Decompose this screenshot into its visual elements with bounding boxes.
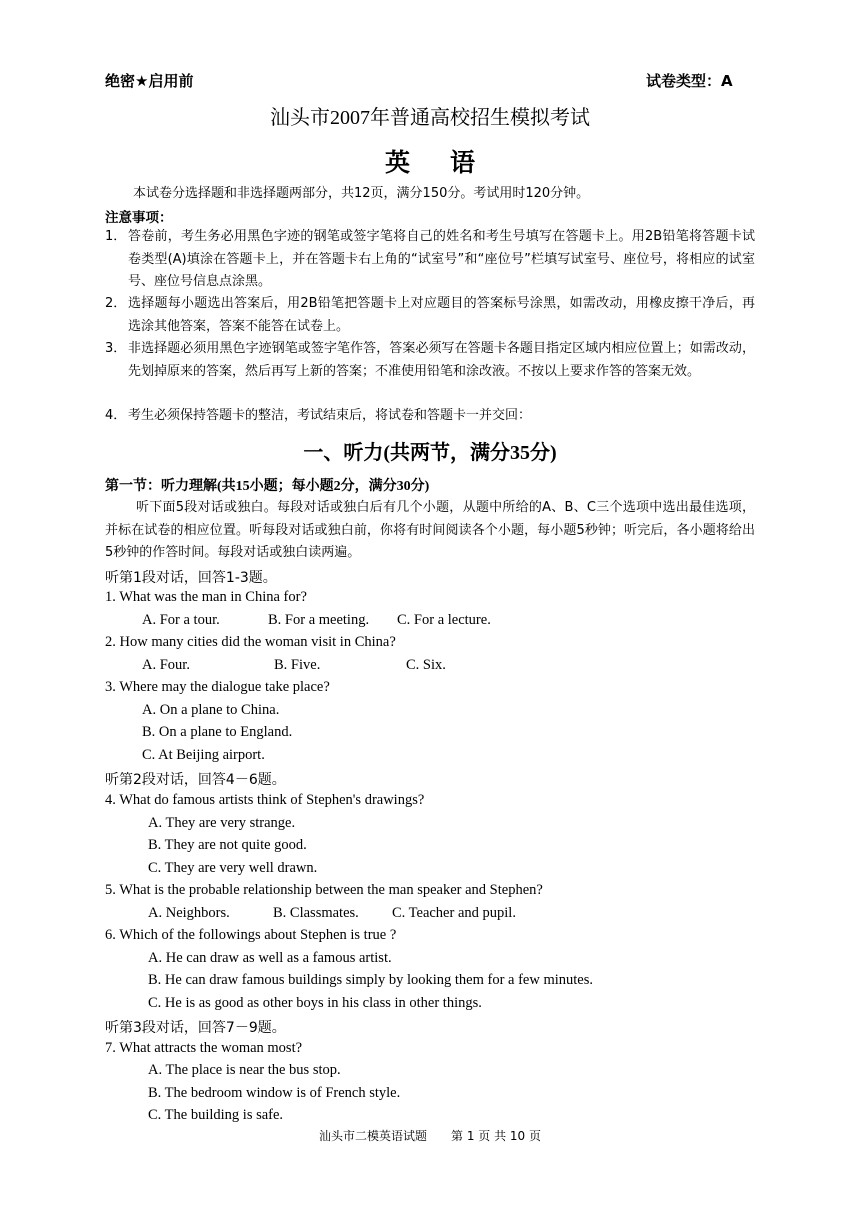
notice-item — [105, 338, 755, 383]
option: C. They are very well drawn. — [148, 860, 318, 876]
dialogue-label: 听第3段对话，回答7－9题。 — [105, 1020, 286, 1036]
notice-heading: 注意事项： — [105, 210, 173, 226]
option: A. They are very strange. — [148, 815, 296, 831]
option: A. The place is near the bus stop. — [148, 1062, 341, 1078]
question: 2. How many cities did the woman visit in China? — [105, 634, 396, 650]
notice-item-text: 考生必须保持答题卡的整洁，考试结束后，将试卷和答题卡一并交回： — [128, 408, 532, 423]
option: C. For a lecture. — [397, 612, 491, 628]
option: C. The building is safe. — [148, 1107, 284, 1123]
notice-item — [105, 226, 755, 294]
question: 1. What was the man in China for? — [105, 589, 307, 605]
option: B. For a meeting. — [268, 612, 370, 628]
option: A. He can draw as well as a famous artist. — [148, 950, 392, 966]
question: 3. Where may the dialogue take place? — [105, 679, 330, 695]
notice-item-number: 2． — [105, 296, 127, 311]
exam-intro: 本试卷分选择题和非选择题两部分，共12页，满分150分。考试用时120分钟。 — [133, 186, 590, 201]
question: 5. What is the probable relationship between the man speaker and Stephen? — [105, 882, 543, 898]
option: C. Teacher and pupil. — [392, 905, 516, 921]
section-title: 一、听力(共两节，满分35分) — [303, 442, 557, 464]
part-heading: 第一节：听力理解(共15小题；每小题2分，满分30分) — [105, 479, 430, 494]
option: C. At Beijing airport. — [142, 747, 265, 763]
dialogue-label: 听第1段对话，回答1-3题。 — [105, 570, 277, 586]
subject-title: 英语 — [384, 148, 515, 177]
paper-type-label: 试卷类型：A — [646, 72, 733, 90]
option: B. They are not quite good. — [148, 837, 307, 853]
option: A. Neighbors. — [148, 905, 230, 921]
option: C. He is as good as other boys in his class in other things. — [148, 995, 482, 1011]
notice-item-number: 1． — [105, 229, 127, 244]
notice-item — [105, 405, 755, 428]
option: A. Four. — [142, 657, 190, 673]
notice-item-number: 3． — [105, 341, 127, 356]
option: B. On a plane to England. — [142, 724, 293, 740]
option: B. Classmates. — [273, 905, 359, 921]
page-footer: 汕头市二模英语试题 第 1 页 共 10 页 — [319, 1129, 541, 1143]
exam-title: 汕头市2007年普通高校招生模拟考试 — [270, 107, 590, 129]
option: B. The bedroom window is of French style. — [148, 1085, 401, 1101]
notice-item — [105, 293, 755, 338]
option: B. Five. — [274, 657, 321, 673]
notice-item-text: 非选择题必须用黑色字迹钢笔或签字笔作答，答案必须写在答题卡各题目指定区域内相应位置上；如需改动，先划掉原来的答案，然后再写上新的答案；不准使用铅笔和涂改液。不按以上要求作答的答案无效。 — [128, 341, 755, 379]
option: B. He can draw famous buildings simply by looking them for a few minutes. — [148, 972, 593, 988]
option: C. Six. — [406, 657, 446, 673]
question: 6. Which of the followings about Stephen is true ? — [105, 927, 397, 943]
question: 4. What do famous artists think of Stephen's drawings? — [105, 792, 425, 808]
notice-item-number: 4． — [105, 408, 127, 423]
notice-item-text: 选择题每小题选出答案后，用2B铅笔把答题卡上对应题目的答案标号涂黑，如需改动，用橡皮擦干净后，再选涂其他答案，答案不能答在试卷上。 — [128, 296, 755, 334]
option: A. On a plane to China. — [142, 702, 280, 718]
question: 7. What attracts the woman most? — [105, 1040, 303, 1056]
dialogue-label: 听第2段对话，回答4－6题。 — [105, 772, 286, 788]
confidential-label: 绝密★启用前 — [105, 72, 194, 90]
listening-instructions: 听下面5段对话或独白。每段对话或独白后有几个小题，从题中所给的A、B、C三个选项中选出最佳选项，并标在试卷的相应位置。听每段对话或独白前，你将有时间阅读各个小题，每小题5秒钟；听完后，各小题将给出5秒钟的作答时间。每段对话或独白读两遍。 — [105, 500, 755, 560]
option: A. For a tour. — [142, 612, 220, 628]
notice-item-text: 答卷前，考生务必用黑色字迹的钢笔或签字笔将自己的姓名和考生号填写在答题卡上。用2B铅笔将答题卡试卷类型(A)填涂在答题卡上，并在答题卡右上角的“试室号”和“座位号”栏填写试室号、座位号，将相应的试室号、座位号信息点涂黑。 — [128, 229, 755, 289]
